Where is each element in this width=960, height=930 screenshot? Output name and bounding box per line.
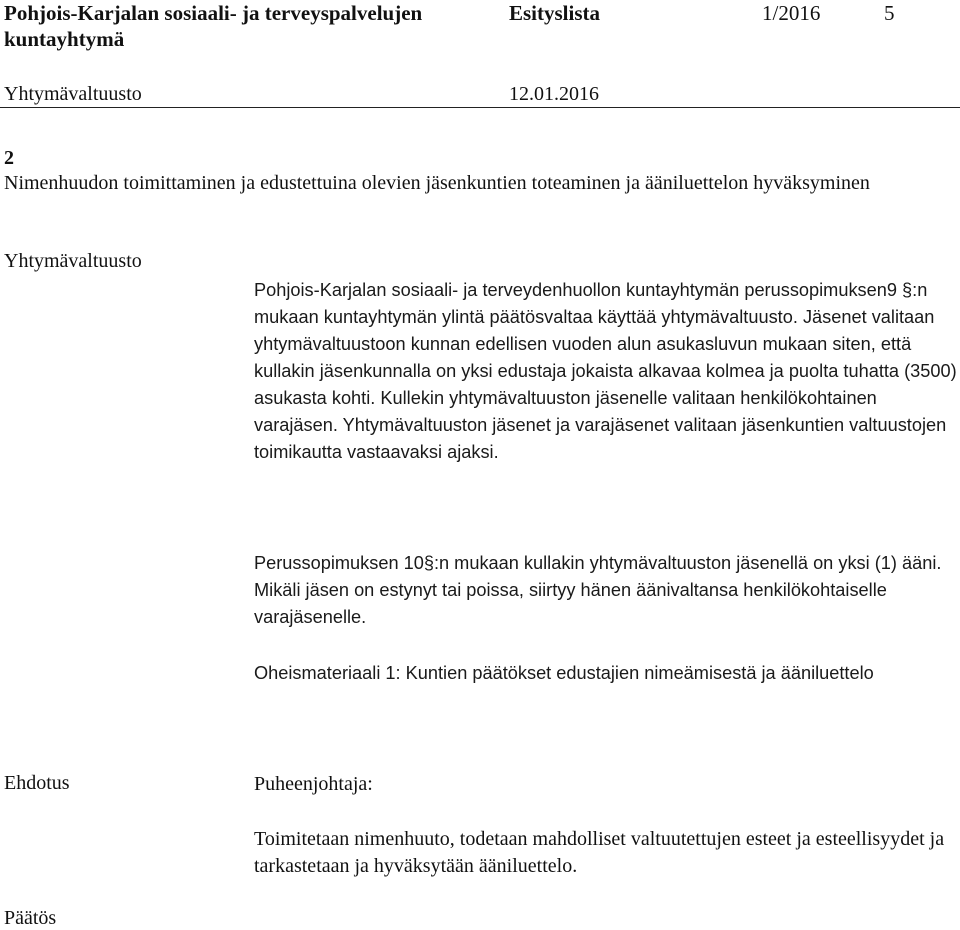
- paragraph-voting: Perussopimuksen 10§:n mukaan kullakin yhtymävaltuuston jäsenellä on yksi (1) ääni. Mikäli jäsen on estynyt tai poissa, siirtyy hänen äänivaltansa henkilökohtaiselle varajäsenelle.: [254, 553, 942, 627]
- section-number: 2: [4, 147, 14, 169]
- decision-label: Päätös: [4, 907, 57, 929]
- body-label: Yhtymävaltuusto: [4, 250, 142, 272]
- governing-body: Yhtymävaltuusto: [4, 83, 142, 105]
- proposal-label: Ehdotus: [4, 772, 70, 794]
- proposal-presenter: Puheenjohtaja:: [254, 773, 373, 795]
- paragraph-attachment: Oheismateriaali 1: Kuntien päätökset edustajien nimeämisestä ja ääniluettelo: [254, 663, 874, 683]
- issue-number: 1/2016: [762, 1, 821, 25]
- paragraph-membership: Pohjois-Karjalan sosiaali- ja terveydenhuollon kuntayhtymän perussopimuksen9 §:n mukaan kuntayhtymän ylintä päätösvaltaa käyttää yhtymävaltuusto. Jäsenet valitaan yhtymävaltuustoon kunnan edellisen vuoden alun asukasluvun mukaan siten, että kullakin jäsenkunnalla on yksi edustaja jokaista alkavaa kolmea ja puolta tuhatta (3500) asukasta kohti. Kullekin yhtymävaltuuston jäsenelle valitaan henkilökohtainen varajäsen. Yhtymävaltuuston jäsenet ja varajäsenet valitaan jäsenkuntien valtuustojen toimikautta vastaavaksi ajaksi.: [254, 280, 957, 462]
- page-number: 5: [884, 1, 895, 25]
- organization-name: Pohjois-Karjalan sosiaali- ja terveyspalvelujen kuntayhtymä: [4, 1, 423, 51]
- section-title: Nimenhuudon toimittaminen ja edustettuina olevien jäsenkuntien toteaminen ja ääniluettelon hyväksyminen: [4, 172, 870, 194]
- proposal-text: Toimitetaan nimenhuuto, todetaan mahdolliset valtuutettujen esteet ja esteellisyydet ja tarkastetaan ja hyväksytään ääniluettelo.: [254, 828, 945, 877]
- meeting-date: 12.01.2016: [509, 83, 599, 105]
- header-divider: [0, 107, 960, 108]
- document-type: Esityslista: [509, 1, 601, 25]
